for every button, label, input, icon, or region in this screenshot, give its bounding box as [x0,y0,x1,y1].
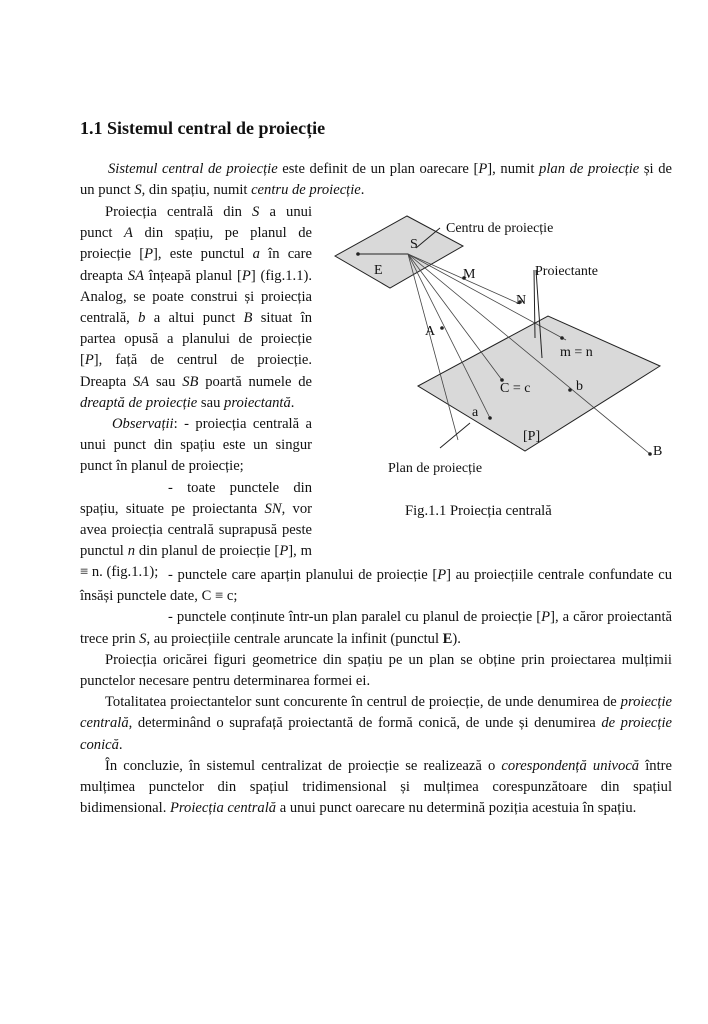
figure-caption: Fig.1.1 Proiecția centrală [405,503,552,519]
text: ], față de centrul de proiecție. Dreapta [80,352,312,390]
callout-plane [440,423,470,448]
text: . [290,394,295,411]
label-center: Centru de proiecție [446,221,554,236]
text: , au proiecțiile centrale aruncate la infinit (punctul [146,630,443,647]
label-Cc: C = c [500,381,531,396]
label-B: B [653,444,663,459]
label-mn: m = n [560,345,593,360]
text: corespondență univocă [501,757,640,774]
label-b: b [576,379,583,394]
label-M: M [463,267,476,282]
text: P [478,161,488,177]
figure-central-projection [330,208,690,478]
text: din spațiu, pe planul de proiecție [ [80,225,312,263]
text: a altui punct [145,310,244,327]
text: , din spațiu, numit [141,182,252,199]
section-heading: 1.1 Sistemul central de proiecție [80,118,326,138]
text: P [279,543,289,560]
text: ). [452,630,461,647]
text: ] (fig.1.1). Analog, se poate construi și proiecția centrală, [80,267,312,327]
text: sau [197,394,225,411]
text: P [144,246,154,263]
label-a: a [472,405,479,420]
wrapped-column [80,202,312,584]
term-central-system: Sistemul central de proiecție [108,161,278,177]
text: . [118,736,123,753]
text: P [541,609,551,626]
text: n [127,543,135,560]
text: - toate punctele din spațiu, situate pe proiectanta [80,479,312,517]
lower-text [80,565,672,819]
projector-Sa-left [408,254,458,440]
text: proiecție centrală [80,694,672,732]
text: este definit de un plan oarecare [ [277,161,479,177]
text: S [134,182,142,199]
label-N: N [516,293,527,308]
text: SB [182,373,199,390]
point-b-dot [568,388,572,392]
text: , vor avea proiecția centrală suprapusă peste punctul [80,500,312,560]
intro-paragraph [80,159,672,201]
text: între mulțimea punctelor din spațiul tridimensional și mulțimea corespunzătoare din spațiul bidimensional. [80,757,672,817]
text: S [252,204,260,220]
text: în care dreapta [80,246,312,284]
text: și de un punct [80,161,672,199]
text: A [124,225,133,242]
label-S: S [410,237,418,252]
label-E: E [374,263,383,278]
text: a unui punct oarecare nu determină poziția acestuia în spațiu. [276,800,637,817]
text: din planul de proiecție [ [134,543,280,560]
text: SA [127,267,144,284]
text: b [138,310,146,327]
observations-label: Observații [112,416,174,433]
text: : - proiecția centrală a unui punct din spațiu este un singur punct în planul de proiecție; [80,416,312,475]
text: poartă numele de [198,373,312,390]
text: - punctele care aparțin planului de proiecție [ [168,567,438,583]
text: dreaptă de proiecție [80,394,198,411]
point-mn-dot [560,336,564,340]
text: P [84,352,94,369]
label-plane: Plan de proiecție [388,461,483,476]
text: proiectantă [224,394,291,411]
text: ], m ≡ n. (fig.1.1); [80,543,312,581]
central-projection-paragraph [80,202,312,414]
observation-item-3 [80,565,672,607]
text: situat în partea opusă a planului de proiecție [ [80,310,312,369]
text: Proiecția centrală din [105,204,253,220]
text: de proiecție conică [80,715,672,753]
point-E-dot [356,252,360,256]
text: , determinând o suprafață proiectantă de formă conică, de unde și denumirea [128,715,602,732]
term-projection-center: centru de proiecție [251,182,361,199]
text: - punctele conținute într-un plan paralel cu planul de proiecție [ [168,609,542,626]
text: E [442,630,453,647]
text: ], numit [487,161,540,177]
upper-plane [335,216,463,288]
observations-paragraph [80,414,312,478]
text: În concluzie, în sistemul centralizat de proiecție se realizează o [105,757,502,774]
text: înțeapă planul [ [143,267,242,284]
term-projection-plane: plan de proiecție [539,161,640,177]
text: SN [264,500,282,517]
text: P [437,567,447,583]
paragraph-totality [80,692,672,756]
text: sau [149,373,183,390]
point-A-dot [440,326,444,330]
text: Totalitatea proiectantelor sunt concurente în centrul de proiecție, de unde denumirea de [105,694,621,711]
text: ], este punctul [153,246,253,263]
text: a [252,246,260,263]
label-A: A [425,324,436,339]
text: . [360,182,365,199]
text: ], a căror proiectantă trece prin [80,609,672,647]
paragraph-figures: Proiecția oricărei figuri geometrice din spațiu pe un plan se obține prin proiectarea mulțimii punctelor necesare pentru determinarea formei ei. [80,651,672,690]
text: a unui punct [80,204,312,242]
label-P: [P] [523,429,541,444]
label-proj: Proiectante [535,264,598,279]
text: P [241,267,251,284]
text: S [139,630,147,647]
text: Proiecția centrală [170,800,277,817]
projection-diagram [330,208,690,478]
text: ] au proiecțiile centrale confundate cu însăși punctele date, C ≡ c; [80,567,672,605]
point-B-dot [648,452,652,456]
point-a-dot [488,416,492,420]
text: SA [132,373,150,390]
text: B [243,310,253,327]
projector-SC [408,254,502,380]
observation-item-4 [80,607,672,649]
paragraph-conclusion [80,756,672,820]
